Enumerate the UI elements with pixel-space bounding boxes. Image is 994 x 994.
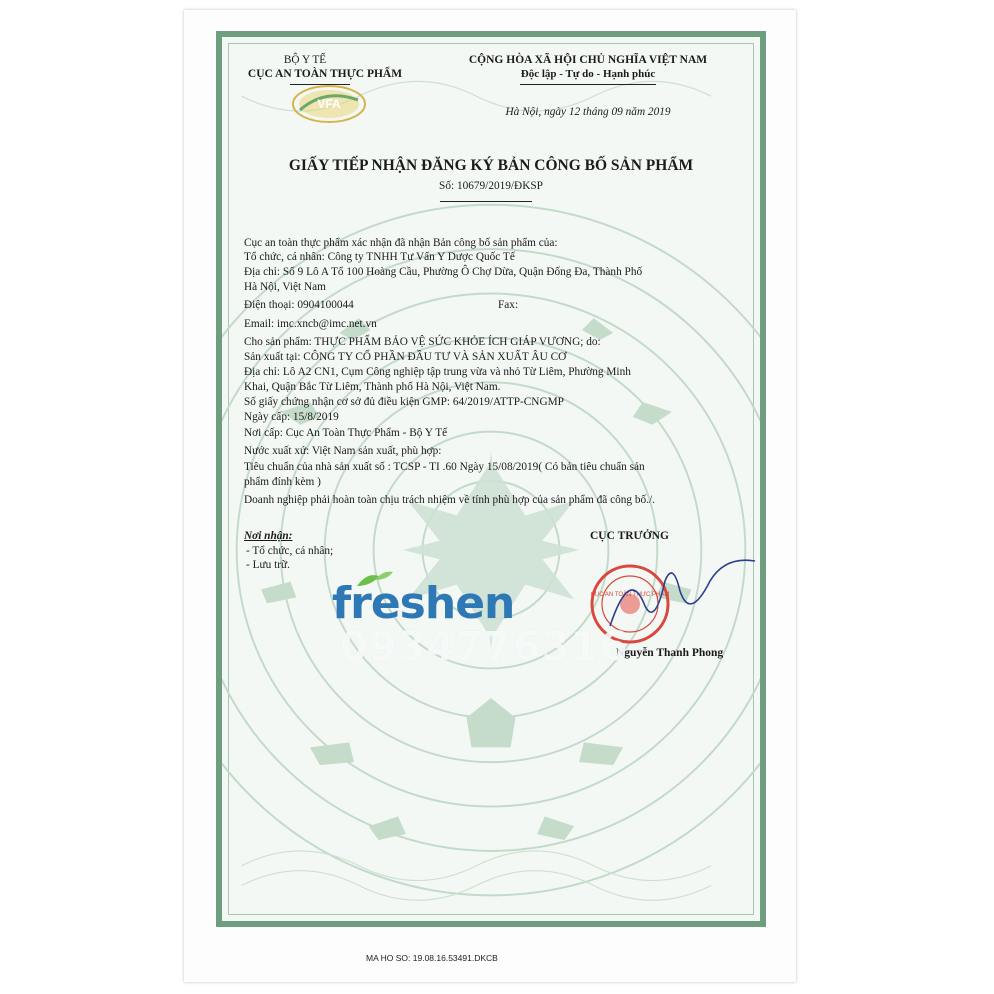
- origin: Nước xuất xứ: Việt Nam sản xuất, phù hợp:: [244, 445, 442, 457]
- gmp-certificate: Số giấy chứng nhận cơ sở đủ điều kiện GMP: 64/2019/ATTP-CNGMP: [244, 396, 564, 408]
- intro-text: Cục an toàn thực phẩm xác nhận đã nhận Bản công bố sản phẩm của:: [244, 237, 558, 249]
- fax: Fax:: [498, 299, 519, 311]
- email: Email: imc.xncb@imc.net.vn: [244, 318, 377, 330]
- place-date: Hà Nội, ngày 12 tháng 09 năm 2019: [505, 106, 671, 118]
- standard-line-2: phẩm đính kèm ): [244, 476, 321, 488]
- recipients-heading: Nơi nhận:: [244, 530, 293, 542]
- product-name: Cho sản phẩm: THỰC PHẨM BẢO VỆ SỨC KHỎE ÍCH GIÁP VƯƠNG; do:: [244, 336, 601, 348]
- address-line-2: Hà Nội, Việt Nam: [244, 281, 326, 293]
- manufacturer-address-1: Địa chỉ: Lô A2 CN1, Cụm Công nghiệp tập trung vừa và nhỏ Từ Liêm, Phường Minh: [244, 366, 631, 378]
- signer-title: CỤC TRƯỞNG: [590, 530, 669, 542]
- department-underline: [290, 84, 350, 85]
- document-number: Số: 10679/2019/ĐKSP: [439, 180, 543, 192]
- phone-watermark: 0934776316: [340, 624, 629, 670]
- vfa-logo: [290, 80, 368, 124]
- motto-underline: [520, 84, 656, 85]
- national-motto: Độc lập - Tự do - Hạnh phúc: [520, 68, 656, 80]
- standard-line-1: Tiêu chuẩn của nhà sản xuất số : TCSP - TI .60 Ngày 15/08/2019( Có bản tiêu chuẩn sản: [244, 461, 645, 473]
- responsibility-statement: Doanh nghiệp phải hoàn toàn chịu trách nhiệm về tính phù hợp của sản phẩm đã công bố./.: [244, 494, 655, 506]
- manufacturer-address-2: Khai, Quận Bắc Từ Liêm, Thành phố Hà Nội, Việt Nam.: [244, 381, 501, 393]
- country-name: CỘNG HÒA XÃ HỘI CHỦ NGHĨA VIỆT NAM: [468, 54, 708, 66]
- title-underline: [440, 201, 532, 202]
- issuer: Nơi cấp: Cục An Toàn Thực Phẩm - Bộ Y Tế: [244, 427, 448, 439]
- department-name: CỤC AN TOÀN THỰC PHẨM: [247, 68, 403, 80]
- file-code: MA HO SO: 19.08.16.53491.DKCB: [366, 953, 498, 963]
- issue-date: Ngày cấp: 15/8/2019: [244, 411, 339, 423]
- ministry-name: BỘ Y TẾ: [283, 54, 327, 66]
- recipient-item: - Tổ chức, cá nhân;: [246, 545, 334, 557]
- manufacturer: Sản xuất tại: CÔNG TY CỔ PHẦN ĐẦU TƯ VÀ SẢN XUẤT ÂU CƠ: [244, 351, 567, 363]
- recipient-item: - Lưu trữ.: [246, 559, 290, 571]
- svg-text:VFA: VFA: [317, 97, 341, 111]
- signer-name: Nguyễn Thanh Phong: [616, 647, 724, 659]
- phone: Điện thoại: 0904100044: [244, 299, 354, 311]
- svg-text:CỤC AN TOÀN THỰC PHẨM: CỤC AN TOÀN THỰC PHẨM: [590, 592, 670, 598]
- organization: Tổ chức, cá nhân: Công ty TNHH Tư Vấn Y Dược Quốc Tế: [244, 251, 515, 263]
- address-line-1: Địa chỉ: Số 9 Lô A Tổ 100 Hoàng Cầu, Phường Ô Chợ Dừa, Quận Đống Đa, Thành Phố: [244, 266, 643, 278]
- freshen-brand-watermark: freshen: [332, 578, 515, 629]
- document-title: GIẤY TIẾP NHẬN ĐĂNG KÝ BẢN CÔNG BỐ SẢN PHẨM: [288, 157, 694, 174]
